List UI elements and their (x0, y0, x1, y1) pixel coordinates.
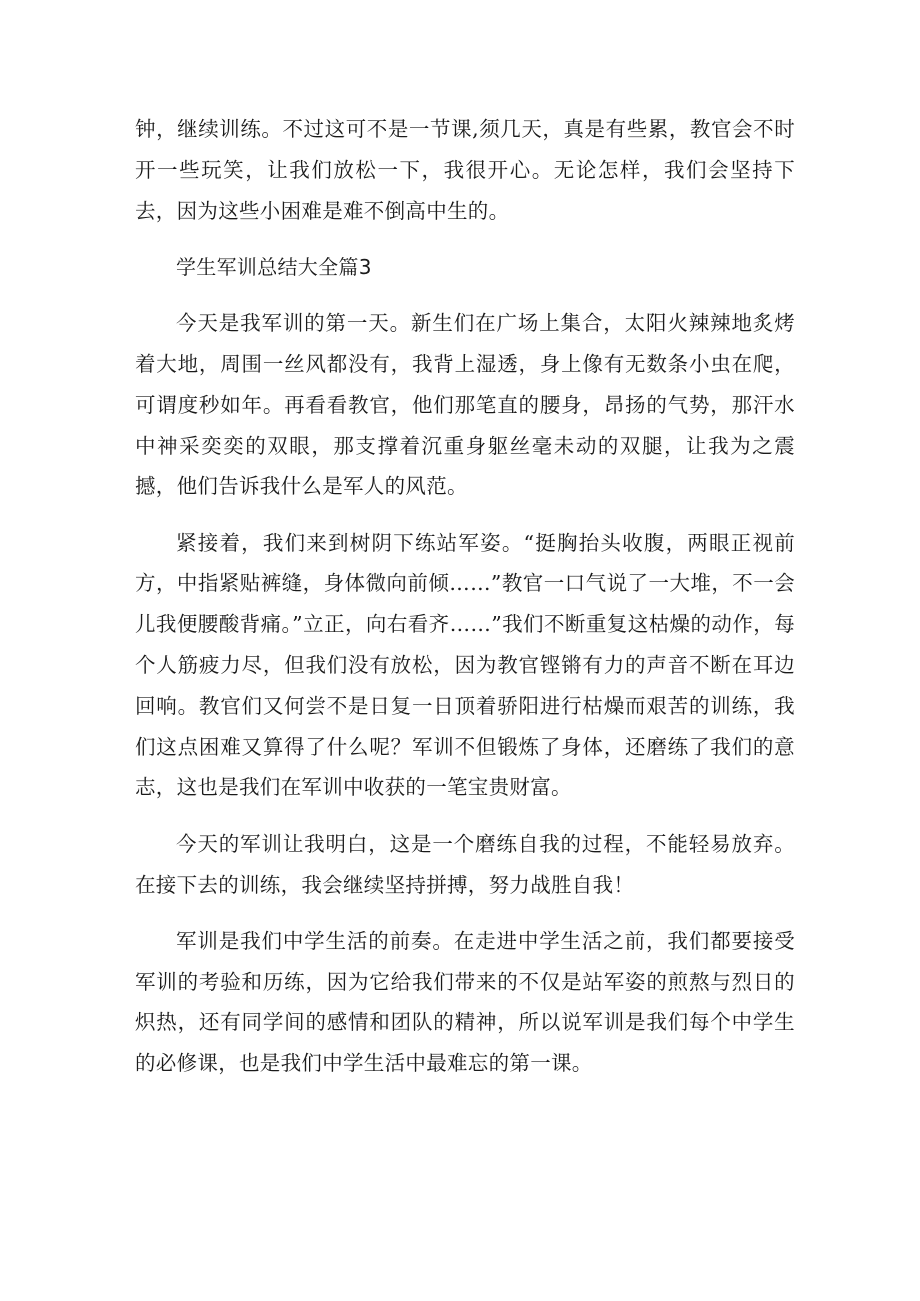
paragraph-continued: 钟，继续训练。不过这可不是一节课,须几天，真是有些累，教官会不时开一些玩笑，让我们放松一下，我很开心。无论怎样，我们会坚持下去，因为这些小困难是难不倒高中生的。 (135, 117, 795, 223)
document-body (135, 109, 795, 1084)
section-heading: 学生军训总结大全篇3 (176, 254, 372, 279)
paragraph: 军训是我们中学生活的前奏。在走进中学生活之前，我们都要接受军训的考验和历练，因为它给我们带来的不仅是站军姿的煎熬与烈日的炽热，还有同学间的感情和团队的精神，所以说军训是我们每个中学生的必修课，也是我们中学生活中最难忘的第一课。 (135, 928, 795, 1076)
paragraph: 今天的军训让我明白，这是一个磨练自我的过程，不能轻易放弃。在接下去的训练，我会继续坚持拼搏，努力战胜自我！ (135, 831, 795, 897)
paragraph: 紧接着，我们来到树阴下练站军姿。“挺胸抬头收腹，两眼正视前方，中指紧贴裤缝，身体微向前倾……”教官一口气说了一大堆，不一会儿我便腰酸背痛。”立正，向右看齐……”我们不断重复这枯燥的动作，每个人筋疲力尽，但我们没有放松，因为教官铿锵有力的声音不断在耳边回响。教官们又何尝不是日复一日顶着骄阳进行枯燥而艰苦的训练，我们这点困难又算得了什么呢？军训不但锻炼了身体，还磨练了我们的意志，这也是我们在军训中收获的一笔宝贵财富。 (135, 530, 795, 800)
paragraph: 今天是我军训的第一天。新生们在广场上集合，太阳火辣辣地炙烤着大地，周围一丝风都没有，我背上湿透，身上像有无数条小虫在爬，可谓度秒如年。再看看教官，他们那笔直的腰身，昂扬的气势，那汗水中神采奕奕的双眼，那支撑着沉重身躯丝毫未动的双腿，让我为之震撼，他们告诉我什么是军人的风范。 (135, 311, 795, 499)
